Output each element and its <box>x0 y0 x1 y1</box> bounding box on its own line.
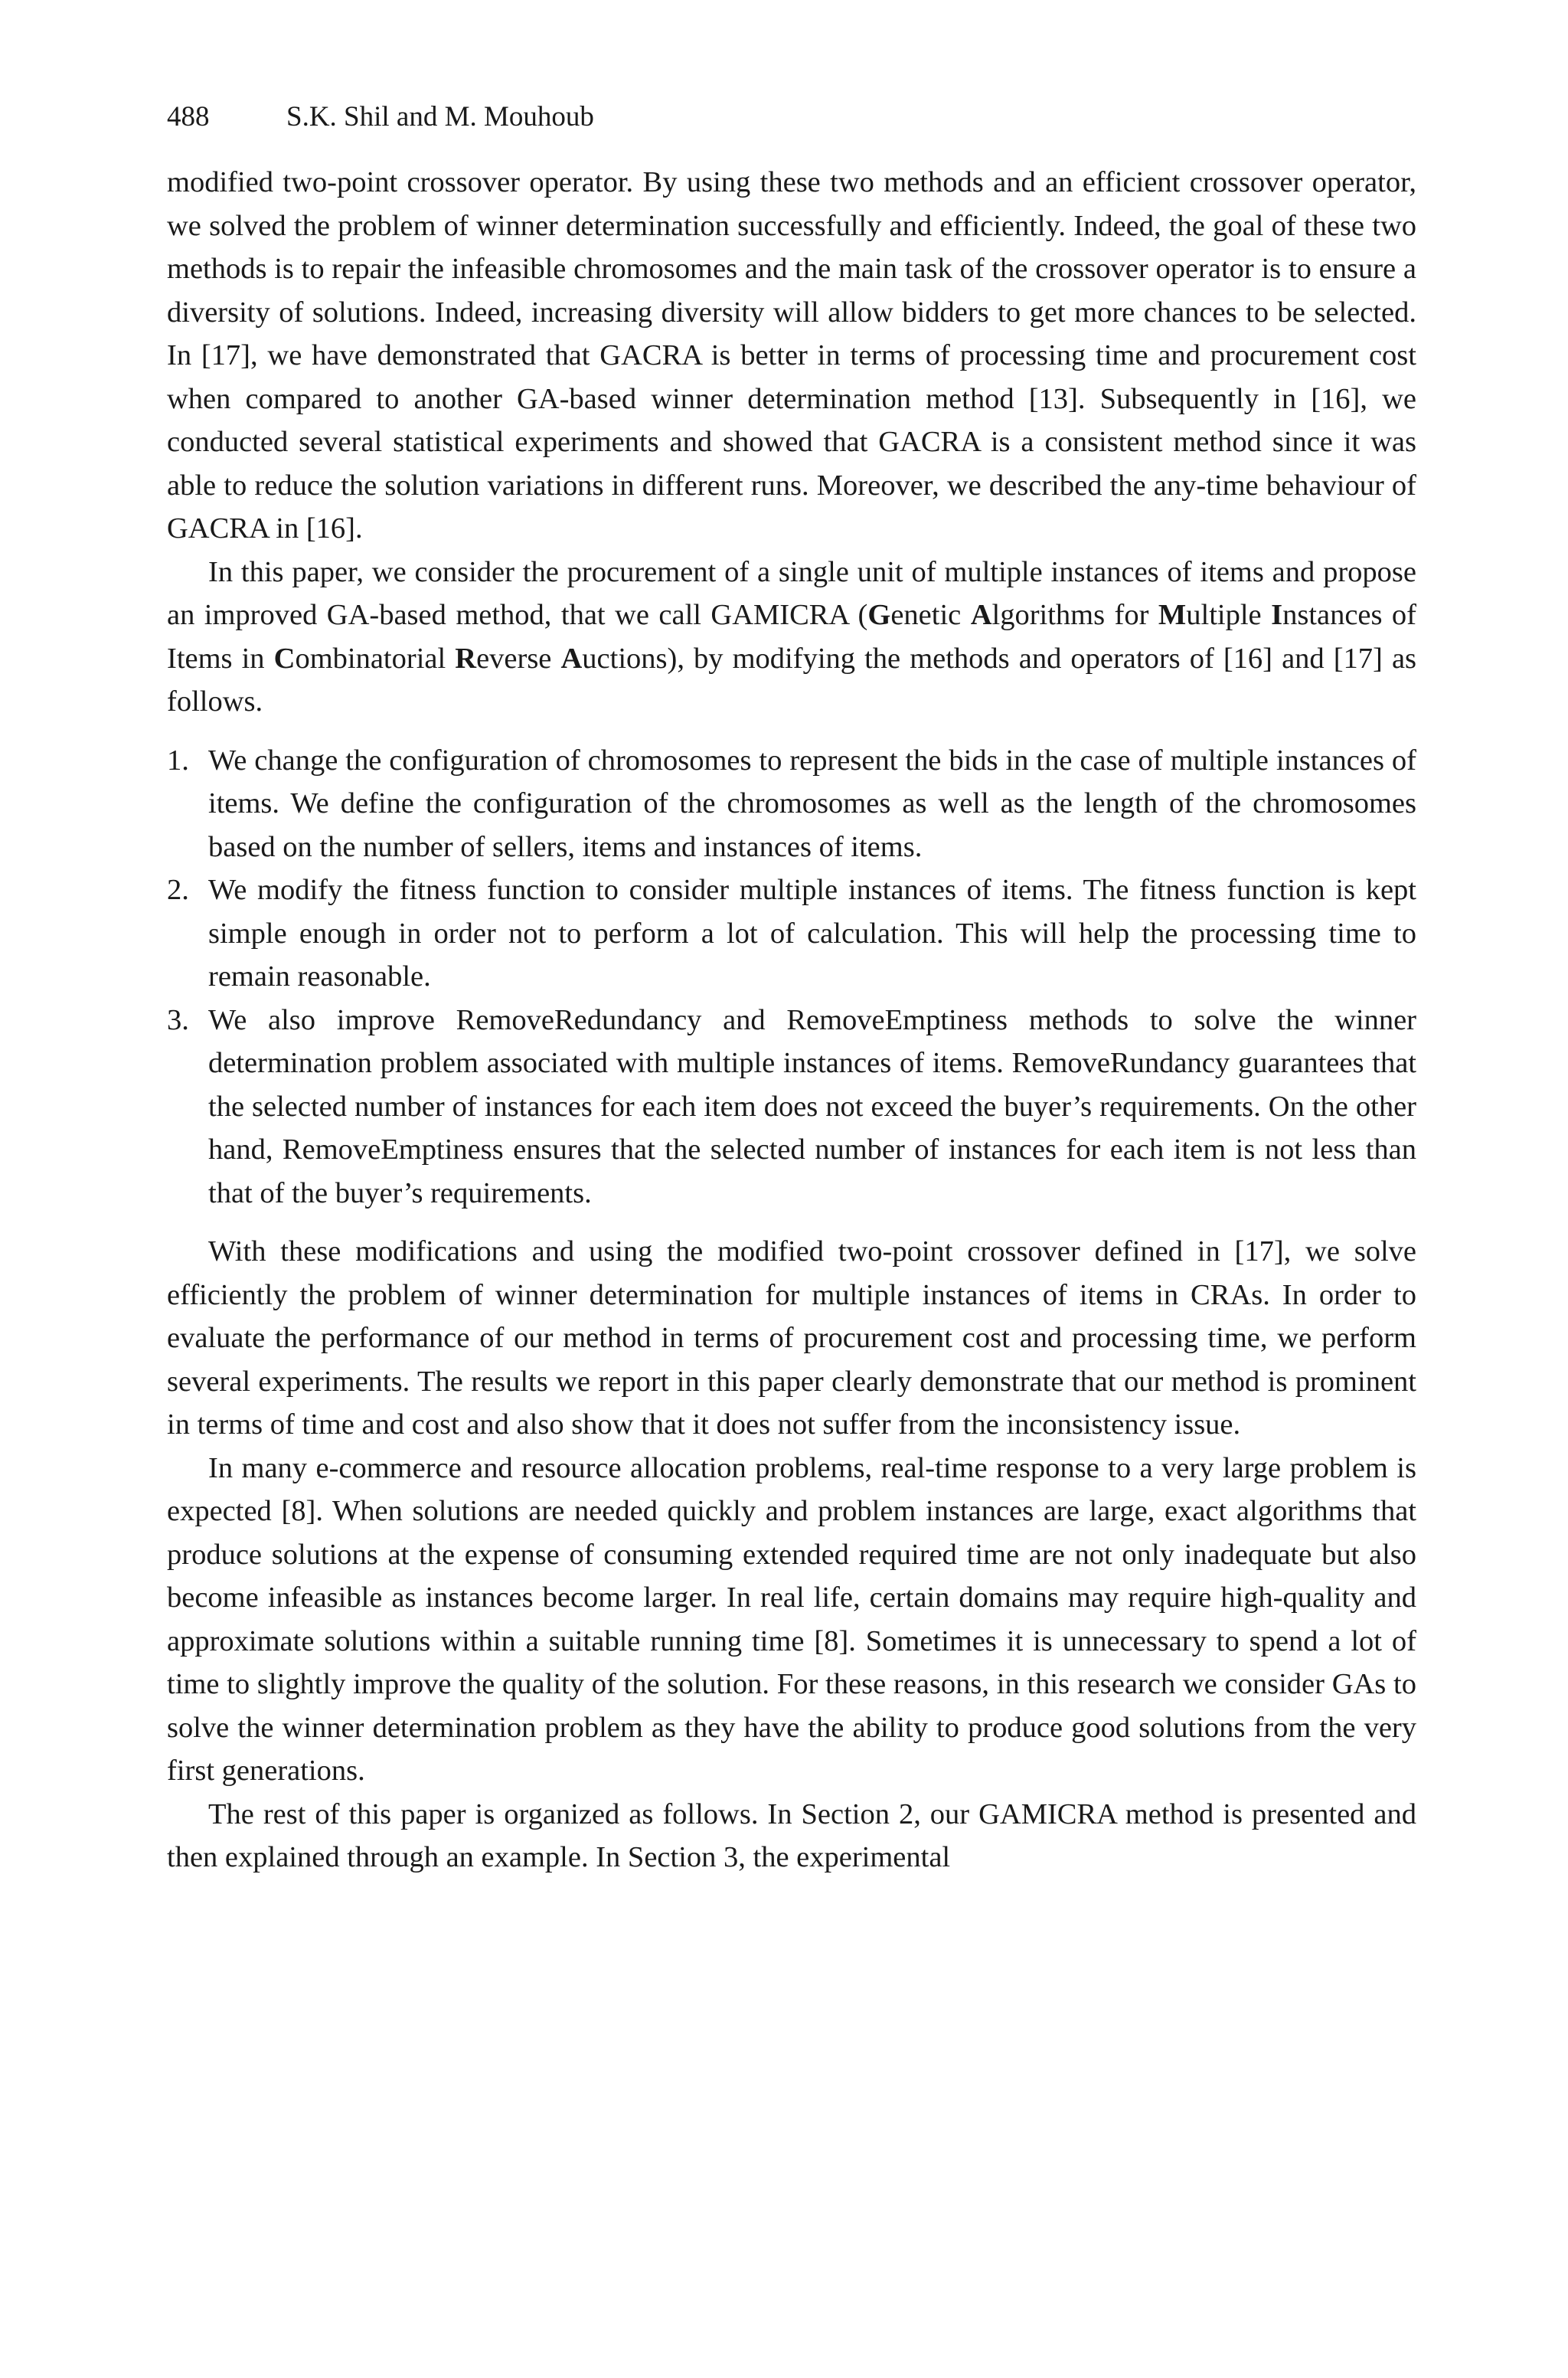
p2-text: enetic <box>890 599 971 631</box>
modification-list <box>167 739 1416 1215</box>
p2-text: lgorithms for <box>991 599 1158 631</box>
list-item-number: 1. <box>167 744 189 777</box>
paragraph-1: modified two-point crossover operator. By using these two methods and an efficient crossover operator, we solved the problem of winner determination successfully and efficiently. Indeed, the goal of these two methods is to repair the infeasible chromosomes and the main task of the crossover operator is to ensure a diversity of solutions. Indeed, increasing diversity will allow bidders to get more chances to be selected. In [17], we have demonstrated that GACRA is better in terms of processing time and procurement cost when compared to another GA-based winner determination method [13]. Subsequently in [16], we conducted several statistical experiments and showed that GACRA is a consistent method since it was able to reduce the solution variations in different runs. Moreover, we described the any-time behaviour of GACRA in [16]. <box>167 166 1416 545</box>
p2-text: ombinatorial <box>295 642 456 675</box>
paragraph-5: The rest of this paper is organized as follows. In Section 2, our GAMICRA method is presented and then explained through an example. In Section 3, the experimental <box>167 1797 1416 1873</box>
running-head-authors: S.K. Shil and M. Mouhoub <box>286 101 594 132</box>
list-item <box>167 868 1416 999</box>
page <box>167 100 1416 1879</box>
acronym-letter-m: M <box>1158 599 1187 631</box>
paragraph-4: In many e-commerce and resource allocation problems, real-time response to a very large problem is expected [8]. When solutions are needed quickly and problem instances are large, exact algorithms that produce solutions at the expense of consuming extended required time are not only inadequate but also become infeasible as instances become larger. In real life, certain domains may require high-quality and approximate solutions within a suitable running time [8]. Sometimes it is unnecessary to spend a lot of time to slightly improve the quality of the solution. For these reasons, in this research we consider GAs to solve the winner determination problem as they have the ability to produce good solutions from the very first generations. <box>167 1451 1416 1787</box>
acronym-letter-a2: A <box>560 642 583 675</box>
p2-text: ultiple <box>1186 599 1272 631</box>
page-number: 488 <box>167 101 210 132</box>
acronym-letter-c: C <box>273 642 296 675</box>
acronym-letter-r: R <box>455 642 477 675</box>
p2-text: In this paper, we consider the procurement of a single unit of multiple instances of items and propose an improved GA-based method, that we call GAMICRA ( <box>167 555 1416 631</box>
running-head <box>167 100 1416 135</box>
list-item-text: We modify the fitness function to consider multiple instances of items. The fitness function is kept simple enough in order not to perform a lot of calculation. This will help the processing time to remain reasonable. <box>208 874 1416 993</box>
list-item <box>167 739 1416 869</box>
list-item-text: We change the configuration of chromosomes to represent the bids in the case of multiple instances of items. We define the configuration of the chromosomes as well as the length of the chromosomes based on the number of sellers, items and instances of items. <box>208 744 1416 863</box>
acronym-letter-g: G <box>867 599 891 631</box>
list-item-number: 2. <box>167 874 189 906</box>
list-item-number: 3. <box>167 1003 189 1036</box>
list-item <box>167 999 1416 1215</box>
p2-text: uctions), by modifying the methods and operators of [16] and [17] as follows. <box>167 642 1417 718</box>
paragraph-3: With these modifications and using the modified two-point crossover defined in [17], we solve efficiently the problem of winner determination for multiple instances of items in CRAs. In order to evaluate the performance of our method in terms of procurement cost and processing time, we perform several experiments. The results we report in this paper clearly demonstrate that our method is prominent in terms of time and cost and also show that it does not suffer from the inconsistency issue. <box>167 1235 1416 1441</box>
p2-text: everse <box>476 642 561 675</box>
p2-text: nstances of Items in <box>167 599 1417 675</box>
list-item-text: We also improve RemoveRedundancy and RemoveEmptiness methods to solve the winner determination problem associated with multiple instances of items. RemoveRundancy guarantees that the selected number of instances for each item does not exceed the buyer’s requirements. On the other hand, RemoveEmptiness ensures that the selected number of instances for each item is not less than that of the buyer’s requirements. <box>208 1003 1416 1209</box>
acronym-letter-a: A <box>970 599 992 631</box>
paragraph-2 <box>167 551 1416 724</box>
acronym-letter-i: I <box>1271 599 1283 631</box>
